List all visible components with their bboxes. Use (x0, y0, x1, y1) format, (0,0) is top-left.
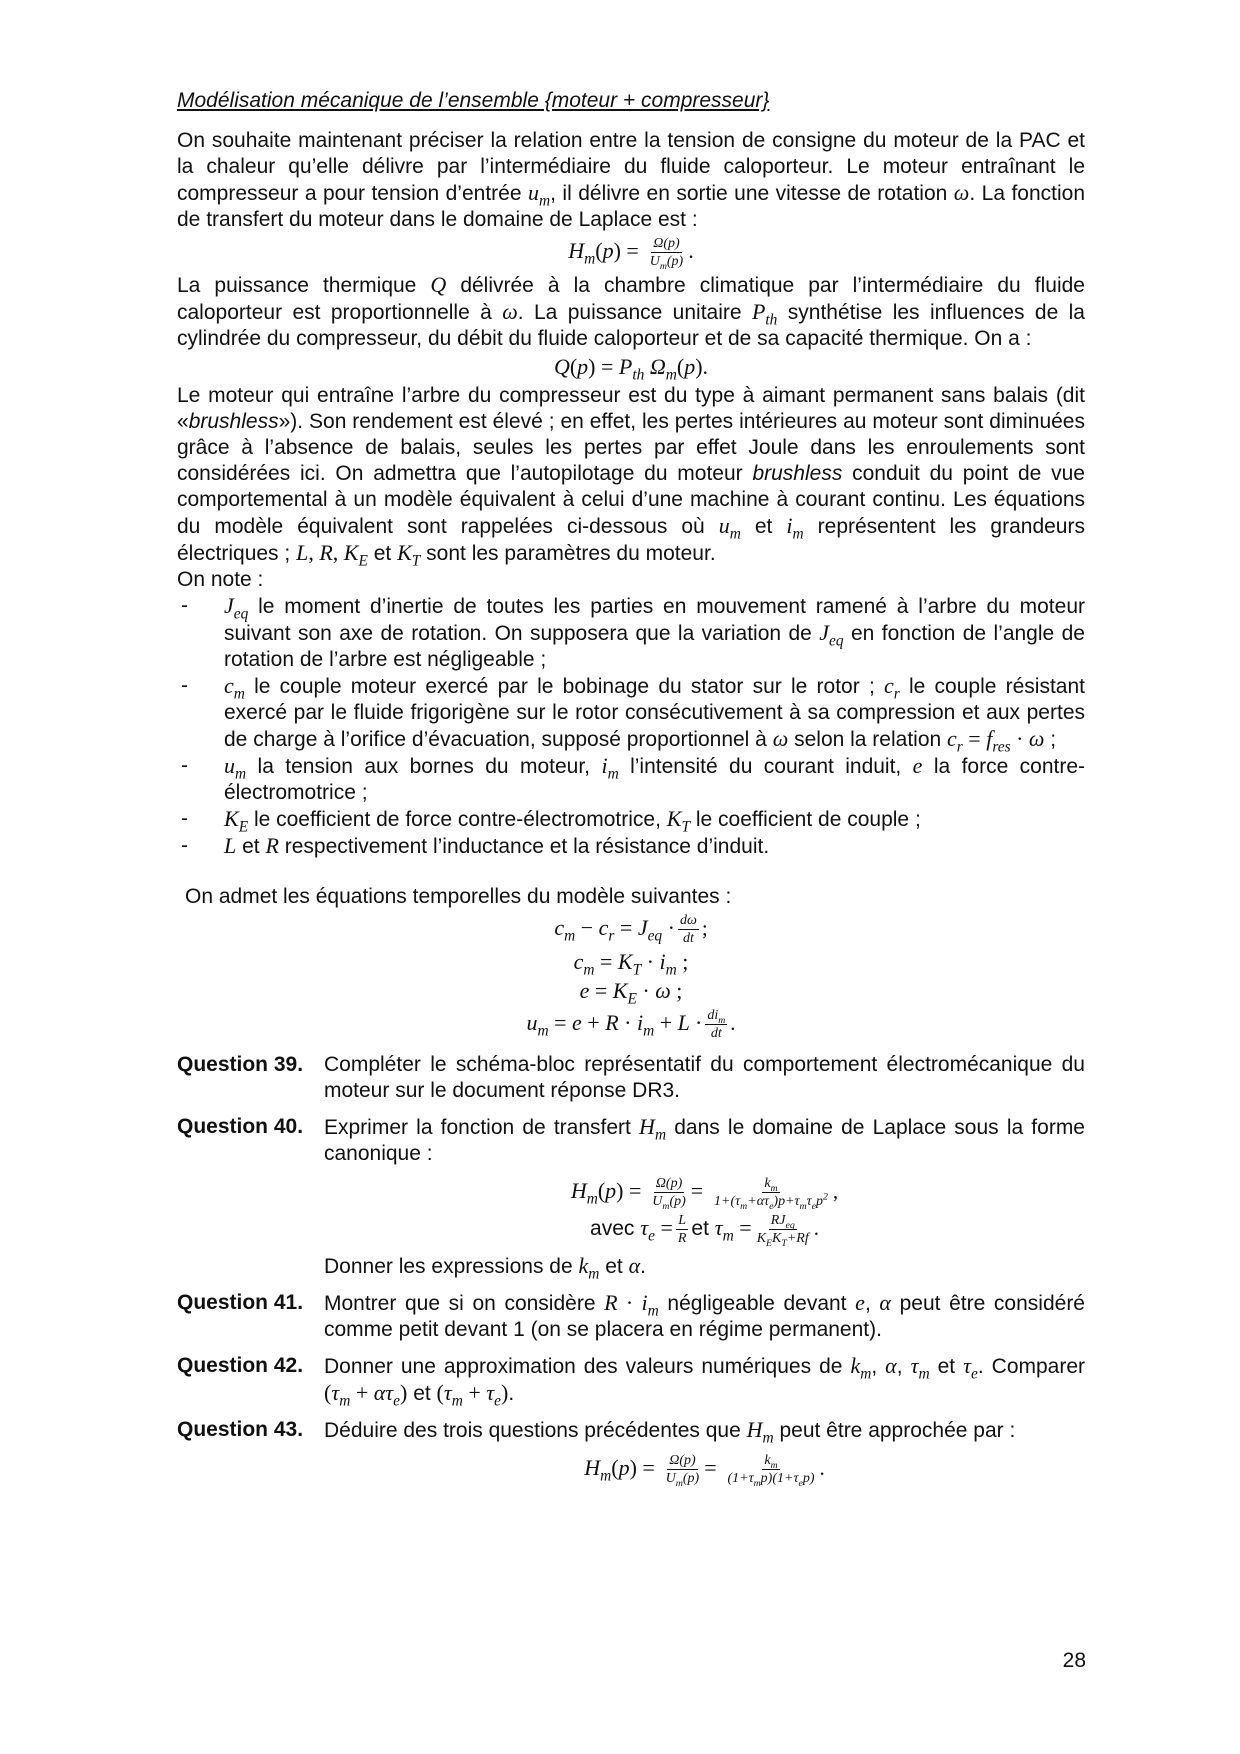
list-item: - $K_E$ le coefficient de force contre-électromotrice, $K_T$ le coefficient de couple ; (177, 806, 1085, 833)
page-number: 28 (1062, 1649, 1086, 1672)
parameter-list (177, 593, 1085, 860)
section-title: Modélisation mécanique de l’ensemble {moteur + compresseur} (177, 89, 770, 112)
list-item: - $u_m$ la tension aux bornes du moteur, $i_m$ l’intensité du courant induit, e la force contre-électromotrice ; (177, 753, 1085, 806)
on-note: On note : (177, 568, 264, 591)
intro-paragraph-3: Le moteur qui entraîne l’arbre du compresseur est du type à aimant permanent sans balais (dit «brushless»). Son rendement est élevé ; en effet, les pertes intérieures au moteur sont diminuées grâce à l’absence de balais, seules les pertes par effet Joule dans les enroulements sont considérées ici. On admettra que l’autopilotage du moteur brushless conduit du point de vue comportemental à un modèle équivalent à celui d’une machine à courant continu. Les équations du modèle équivalent sont rappelées ci-dessous où $u_m$ et $i_m$ représentent les grandeurs électriques ; L, R, $K_E$ et $K_T$ sont les paramètres du moteur. (177, 384, 1085, 570)
temporal-equations: $c_m - c_r = J_{eq}$ · $\frac{d\omega}{dt}$ ; $c_m = K_T \cdot i_m$ ; $e = K_E \cdot \omega$ ; $u_m = e + R \cdot i_m + L$ · $\frac{di_m}{dt}$ . (526, 913, 736, 1041)
page-content (177, 88, 1085, 1489)
question-43: Question 43. Déduire des trois questions précédentes que $H_m$ peut être approchée par : $H_m(p)$ = $\frac{\Omega(p)}{U_m(p)}$ = $\frac{k_m}{(1+\tau_mp)(1+\tau_ep)}$ . (177, 1417, 1016, 1489)
list-item: - $J_{eq}$ le moment d’inertie de toutes les parties en mouvement ramené à l’arbre du moteur suivant son axe de rotation. On supposera que la variation de $J_{eq}$ en fonction de l’angle de rotation de l’arbre est négligeable ; (177, 593, 1085, 673)
list-item: - L et R respectivement l’inductance et la résistance d’induit. (177, 833, 1085, 860)
question-40: Question 40. Exprimer la fonction de transfert $H_m$ dans le domaine de Laplace sous la forme canonique : $H_m(p)$ = $\frac{\Omega(p)}{U_m(p)}$ = $\frac{k_m}{1+(\tau_m+\alpha\tau_e)p+\tau_m\tau_ep^2}$ , avec $\tau_e$ = $\frac{L}{R}$ et $\tau_m$ = $\frac{RJ_{eq}}{K_EK_T+Rf}$ . Donner les expressions de $k_m$ et α. (177, 1114, 1085, 1283)
question-42: Question 42. Donner une approximation des valeurs numériques de $k_m$, α, $\tau_m$ et $\tau_e$. Comparer $(\tau_m + \alpha\tau_e)$ et $(\tau_m + \tau_e)$. (177, 1353, 1086, 1410)
question-39: Question 39. Compléter le schéma-bloc représentatif du comportement électromécanique du moteur sur le document réponse DR3. (177, 1053, 1085, 1102)
list-item: - $c_m$ le couple moteur exercé par le bobinage du stator sur le rotor ; $c_r$ le couple résistant exercé par le fluide frigorigène sur le rotor consécutivement à sa compression et aux pertes de charge à l’orifice d’évacuation, supposé proportionnel à ω selon la relation $c_r = f_{res} \cdot \omega$ ; (177, 673, 1085, 753)
admet-text: On admet les équations temporelles du modèle suivantes : (185, 885, 732, 908)
question-41: Question 41. Montrer que si on considère $R \cdot i_m$ négligeable devant e, α peut être considéré comme petit devant 1 (on se placera en régime permanent). (177, 1290, 1085, 1341)
equation-q: $Q(p) = P_{th}$ $\Omega_m(p)$. (553, 354, 709, 384)
intro-paragraph-1: On souhaite maintenant préciser la relation entre la tension de consigne du moteur de la PAC et la chaleur qu’elle délivre par l’intermédiaire du fluide caloporteur. Le moteur entraînant le compresseur a pour tension d’entrée $u_m$, il délivre en sortie une vitesse de rotation ω. La fonction de transfert du moteur dans le domaine de Laplace est : (177, 129, 1086, 231)
intro-paragraph-2: La puissance thermique Q délivrée à la chambre climatique par l’intermédiaire du fluide caloporteur est proportionnelle à ω. La puissance unitaire $P_{th}$ synthétise les influences de la cylindrée du compresseur, du débit du fluide caloporteur et de sa capacité thermique. On a : (177, 272, 1085, 350)
equation-hm: $H_m(p)$ = $\frac{\Omega(p)}{U_m(p)}$ . (568, 236, 694, 272)
